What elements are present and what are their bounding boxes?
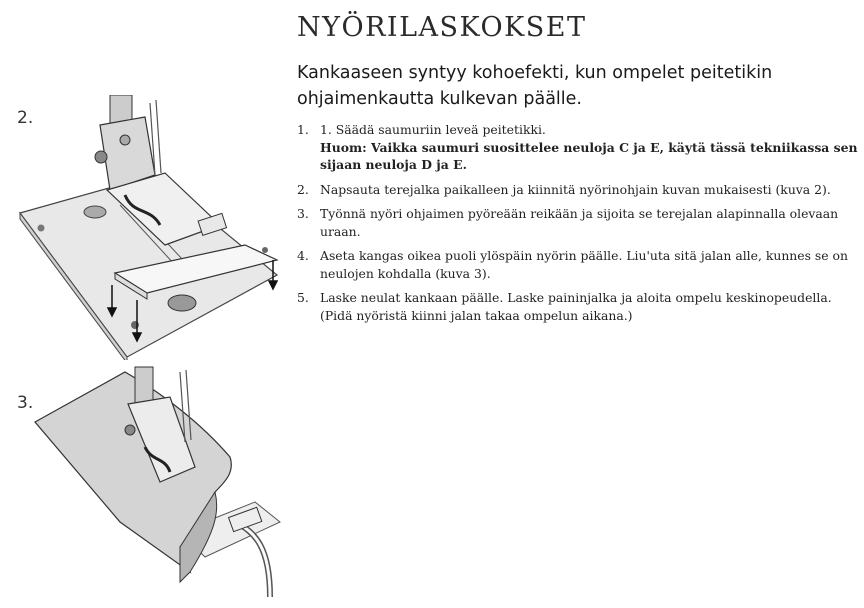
list-item <box>297 181 862 199</box>
step-number: 3. <box>297 206 309 221</box>
step-text: Aseta kangas oikea puoli ylöspäin nyörin päälle. Liu'uta sitä jalan alle, kunnes se on neulojen kohdalla (kuva 3). <box>320 248 848 281</box>
list-item <box>297 247 862 282</box>
step-text: Napsauta terejalka paikalleen ja kiinnitä nyörinohjain kuvan mukaisesti (kuva 2). <box>320 181 831 197</box>
instruction-list <box>297 121 862 331</box>
step-text: 1. Säädä saumuriin leveä peitetikki. <box>320 122 546 137</box>
step-note: Huom: Vaikka saumuri suosittelee neuloja C ja E, käytä tässä tekniikassa sen sijaan neuloja D ja E. <box>320 139 858 172</box>
step-text: Laske neulat kankaan päälle. Laske paininjalka ja aloita ompelu keskinopeudella. (Pidä nyöristä kiinni jalan takaa ompelun aikana.) <box>320 290 832 323</box>
page-subtitle: Kankaaseen syntyy kohoefekti, kun ompelet peitetikin ohjaimenkautta kulkevan päälle. <box>297 63 773 109</box>
step-number: 1. <box>297 122 309 137</box>
step-text: Työnnä nyöri ohjaimen pyöreään reikään ja sijoita se terejalan alapinnalla olevaan uraan. <box>320 206 839 239</box>
page-title: NYÖRILASKOKSET <box>297 12 587 43</box>
presser-foot-with-cord-guide-illustration <box>15 95 290 360</box>
step-number: 5. <box>297 290 309 305</box>
list-item <box>297 289 862 324</box>
step-number: 2. <box>297 181 309 197</box>
list-item <box>297 121 862 174</box>
figure-3-label: 3. <box>17 393 34 413</box>
fabric-over-cord-sewing-illustration <box>30 362 285 602</box>
step-number: 4. <box>297 248 309 263</box>
figure-2-label: 2. <box>17 108 34 128</box>
list-item <box>297 205 862 240</box>
